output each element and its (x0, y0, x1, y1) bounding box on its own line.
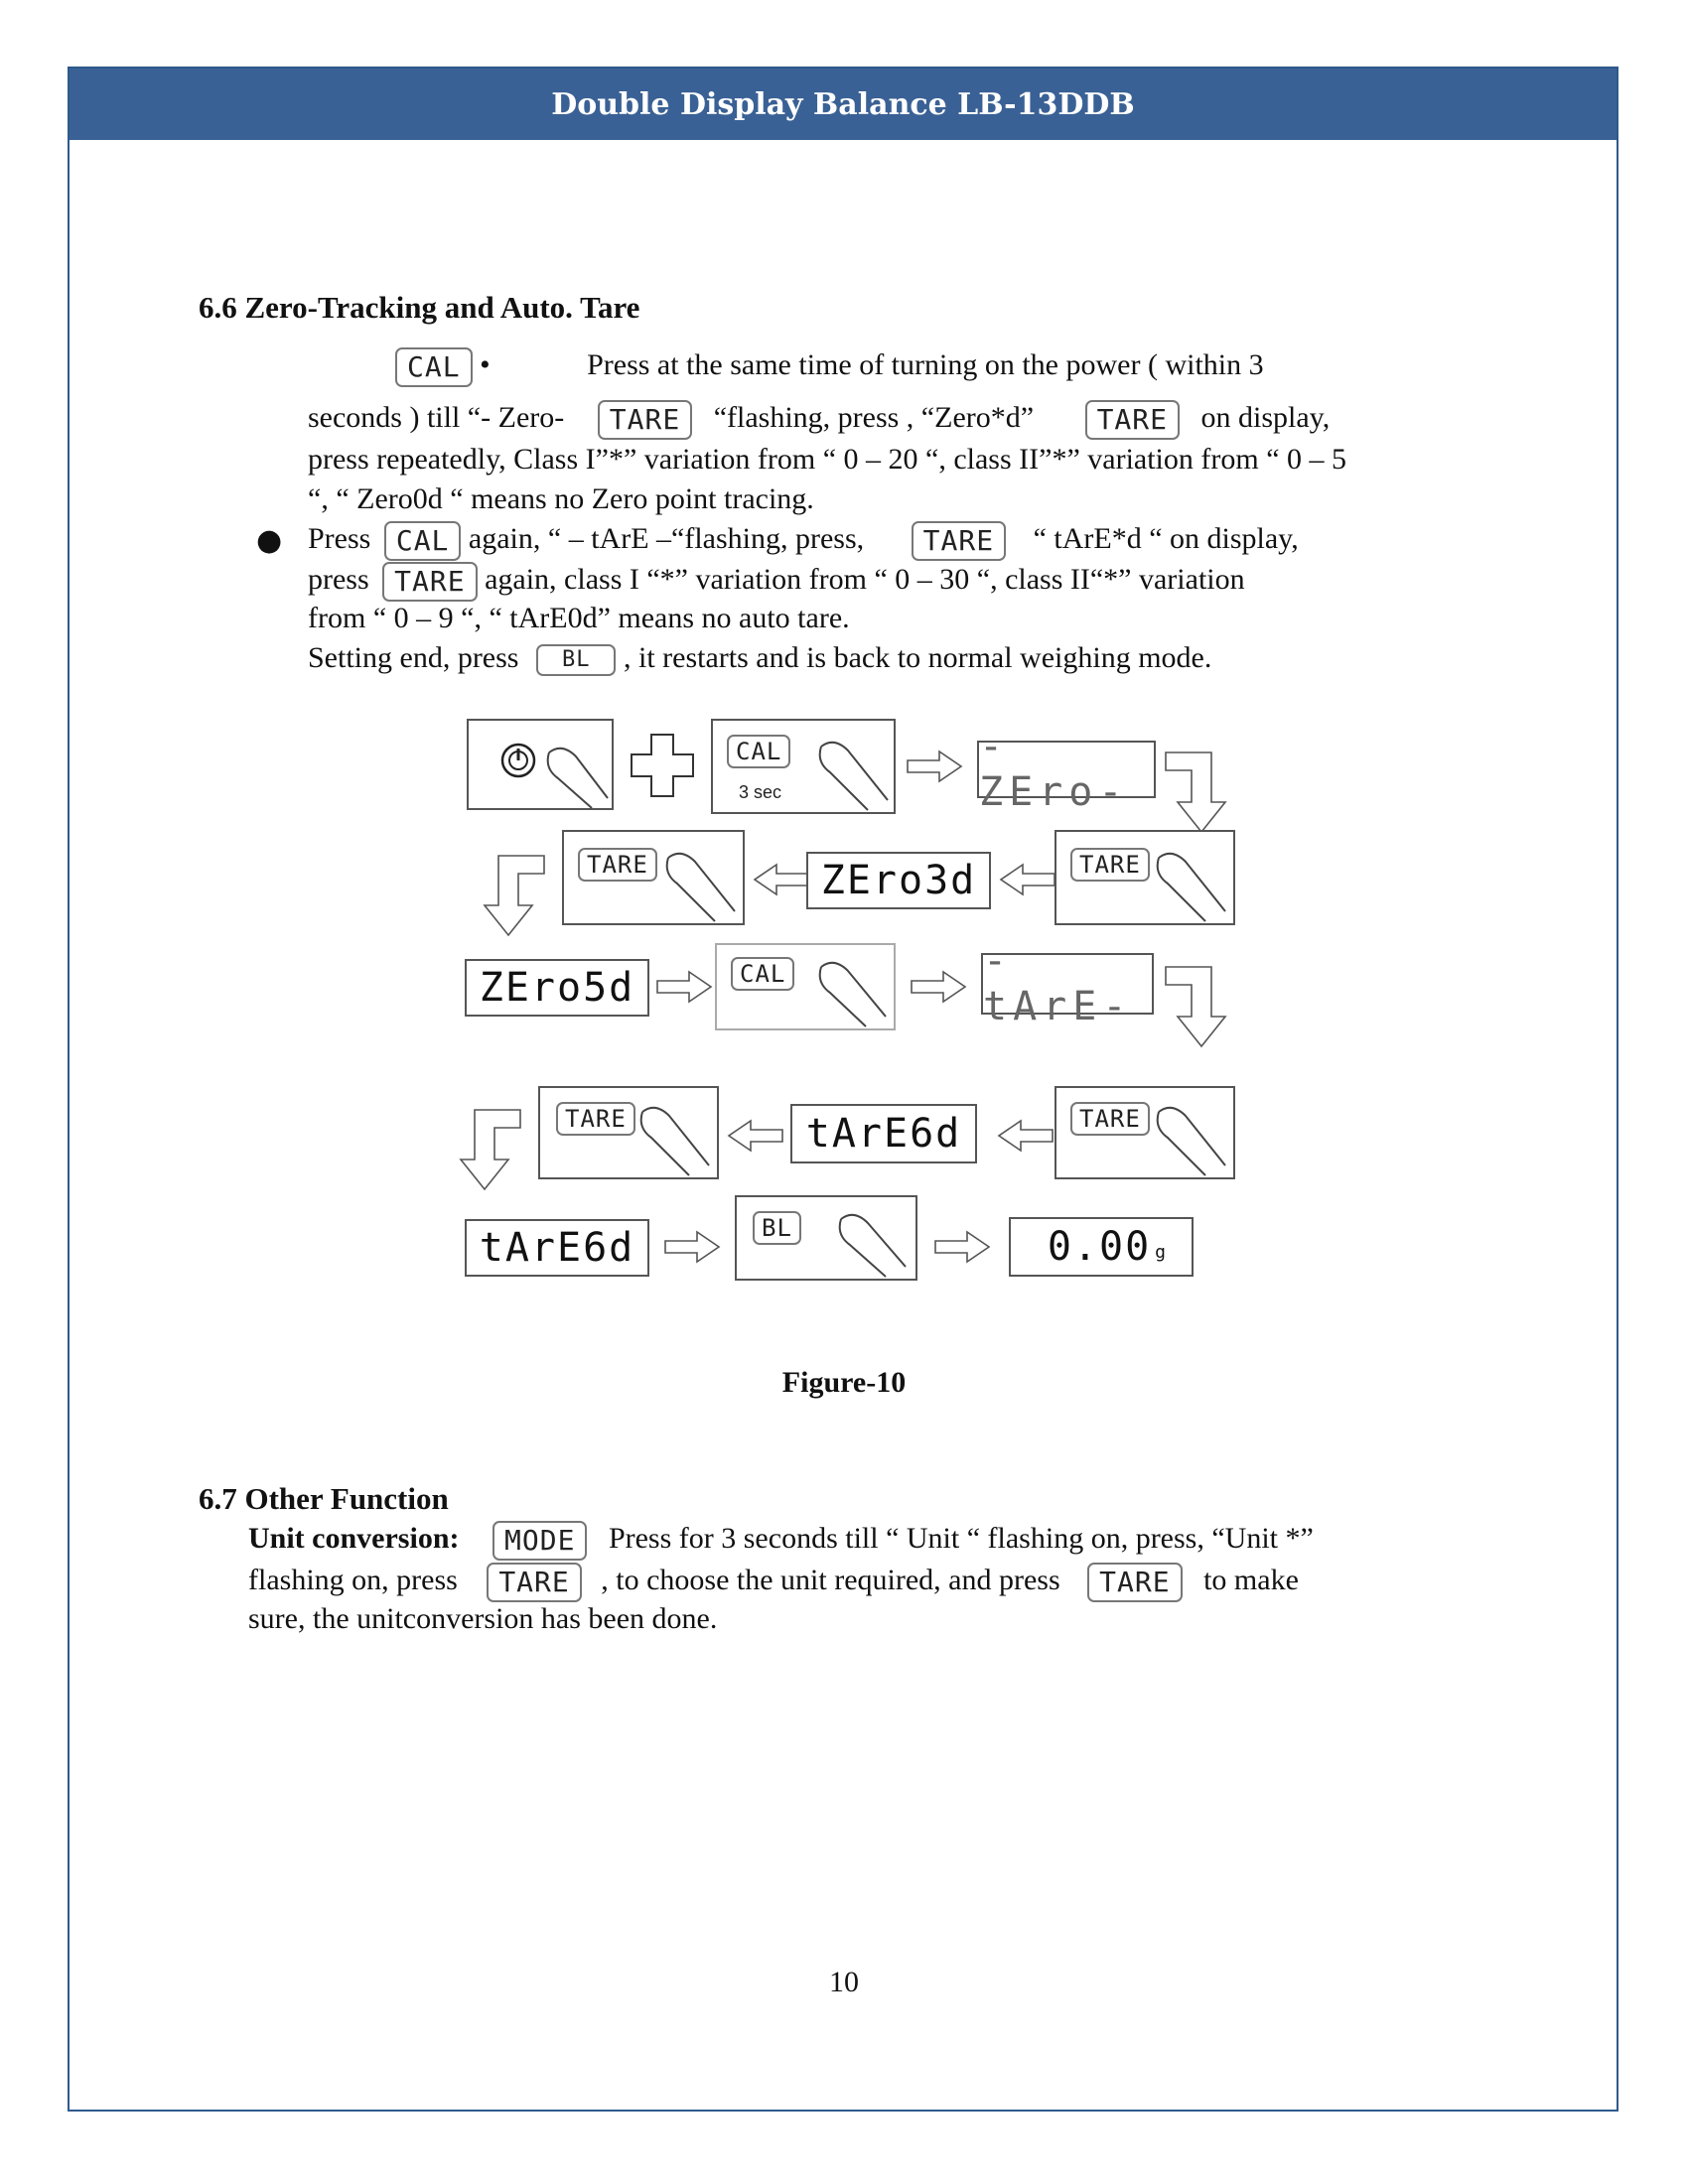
tare-key: TARE (1070, 1102, 1150, 1136)
section67-line1: Unit conversion: MODE Press for 3 seconds till “ Unit “ flashing on, press, “Unit *” (248, 1521, 1314, 1561)
finger-icon (816, 735, 896, 814)
tare-key: TARE (912, 521, 1006, 561)
lcd-zero-3d: ZEro3d (806, 852, 991, 909)
cal-key: CAL (384, 521, 462, 561)
finger-icon (1154, 1100, 1233, 1179)
arrow-left-icon (751, 862, 810, 897)
para2-line4: Setting end, press BL , it restarts and is back to normal weighing mode. (308, 641, 1211, 676)
tare-key: TARE (382, 562, 477, 602)
tare-key: TARE (1070, 848, 1150, 882)
finger-icon (1154, 846, 1233, 925)
arrow-right-icon (906, 749, 965, 784)
tare-key: TARE (1087, 1563, 1182, 1602)
arrow-turn-down-icon (1164, 747, 1233, 836)
para1-line1: CAL • Press at the same time of turning on the power ( within 3 (395, 347, 1264, 387)
finger-icon (816, 955, 892, 1030)
lcd-tare-6d: tArE6d (465, 1219, 649, 1277)
arrow-turn-down-icon (1164, 961, 1233, 1050)
cal-key: CAL (727, 735, 790, 768)
tare-key-box (1055, 1086, 1235, 1179)
tare-key: TARE (1085, 400, 1180, 440)
arrow-right-icon (933, 1229, 993, 1265)
arrow-turn-down-icon (477, 850, 546, 939)
finger-icon (544, 741, 614, 810)
arrow-right-icon (655, 969, 715, 1005)
power-key-box (467, 719, 614, 810)
tare-key-box (1055, 830, 1235, 925)
tare-key: TARE (598, 400, 692, 440)
para2-line2: press TARE again, class I “*” variation from “ 0 – 30 “, class II“*” variation (308, 562, 1245, 602)
arrow-turn-down-icon (453, 1104, 522, 1193)
finger-icon (836, 1207, 912, 1279)
lcd-zero-flashing: -ZEro- (977, 741, 1156, 798)
figure-caption: Figure-10 (781, 1366, 907, 1399)
bl-key: BL (753, 1211, 801, 1245)
cal-key: CAL (731, 957, 794, 991)
tare-key: TARE (556, 1102, 635, 1136)
tare-key: TARE (487, 1563, 581, 1602)
bl-key: BL (536, 644, 617, 676)
plus-icon (628, 731, 697, 800)
para1-line3: press repeatedly, Class I”*” variation from “ 0 – 20 “, class II”*” variation from “ 0 – 5 (308, 443, 1347, 476)
weight-unit: g (1155, 1242, 1168, 1263)
cal-key: CAL (395, 347, 473, 387)
header-title: Double Display Balance LB-13DDB (551, 86, 1135, 122)
cal-key-box (711, 719, 896, 814)
para2-line3: from “ 0 – 9 “, “ tArE0d” means no auto tare. (308, 602, 850, 634)
section-heading-6-7: 6.7 Other Function (199, 1481, 449, 1516)
weight-value: 0.00 (1047, 1224, 1152, 1270)
lcd-tare-6d: tArE6d (790, 1104, 977, 1163)
arrow-left-icon (725, 1118, 784, 1154)
arrow-right-icon (910, 969, 969, 1005)
finger-icon (663, 846, 743, 925)
header-banner (70, 68, 1617, 140)
tare-key-box (538, 1086, 719, 1179)
cal-key-box (715, 943, 896, 1030)
power-icon (498, 741, 538, 780)
bullet-dot: ● (256, 523, 283, 558)
lcd-tare-flashing: -tArE- (981, 953, 1154, 1015)
finger-icon (637, 1100, 717, 1179)
lcd-zero-5d: ZEro5d (465, 959, 649, 1017)
tare-key-box (562, 830, 745, 925)
tare-key: TARE (578, 848, 657, 882)
lcd-weighing-display (1009, 1217, 1194, 1277)
arrow-left-icon (995, 1118, 1055, 1154)
para1-line2: seconds ) till “- Zero- TARE “flashing, press , “Zero*d” TARE on display, (308, 400, 1330, 440)
arrow-right-icon (663, 1229, 723, 1265)
bl-key-box (735, 1195, 917, 1281)
section67-line2: flashing on, press TARE , to choose the unit required, and press TARE to make (248, 1563, 1299, 1602)
cal-hold-time: 3 sec (739, 782, 782, 802)
unit-conversion-label: Unit conversion: (248, 1521, 460, 1555)
page-number: 10 (829, 1966, 859, 1998)
mode-key: MODE (492, 1521, 587, 1561)
arrow-left-icon (997, 862, 1056, 897)
para2-line1: Press CAL again, “ – tArE –“flashing, press, TARE “ tArE*d “ on display, (308, 521, 1299, 561)
section-heading-6-6: 6.6 Zero-Tracking and Auto. Tare (199, 290, 640, 325)
section67-line3: sure, the unitconversion has been done. (248, 1602, 718, 1635)
para1-line4: “, “ Zero0d “ means no Zero point tracing. (308, 482, 814, 515)
